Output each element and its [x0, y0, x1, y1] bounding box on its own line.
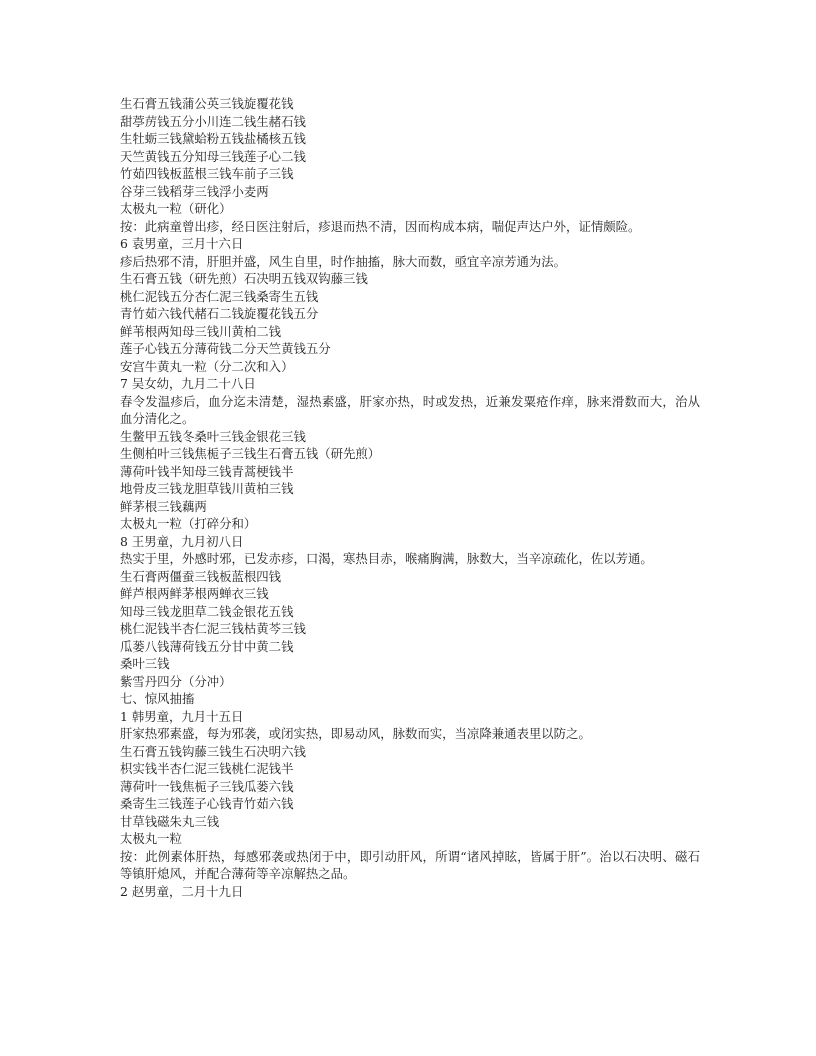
section-title: 七、惊风抽搐	[120, 691, 195, 706]
case-6-header: 6 袁男童，三月十六日	[120, 236, 244, 251]
section-7-case-1-note: 按：此例素体肝热，每感邪袭或热闭于中，即引动肝风，所谓“诸风掉眩，皆属于肝”。治以石决明、磁石等镇肝熄风，并配合薄荷等辛凉解热之品。	[120, 848, 700, 881]
rx-line: 青竹茹六钱代赭石二钱旋覆花钱五分	[120, 306, 319, 321]
case-8-prescription	[120, 568, 700, 691]
section-7-case-2-header: 2 赵男童，二月十九日	[120, 883, 244, 899]
rx-line: 太极丸一粒	[120, 831, 182, 846]
rx-line: 生石膏两僵蚕三钱板蓝根四钱	[120, 568, 282, 584]
rx-line: 太极丸一粒（研化）	[120, 201, 232, 216]
rx-line: 甜葶苈钱五分小川连二钱生赭石钱	[120, 113, 306, 129]
rx-line: 太极丸一粒（打碎分和）	[120, 516, 257, 531]
rx-line: 安宫牛黄丸一粒（分二次和入）	[120, 358, 294, 374]
rx-line: 天竺黄钱五分知母三钱莲子心二钱	[120, 148, 306, 164]
case-7-description: 春令发温疹后，血分迄未清楚，湿热素盛，肝家亦热，时或发热，近兼发粟疮作痒，脉来滑数而大，治从血分清化之。	[120, 393, 700, 426]
rx-line: 枳实钱半杏仁泥三钱桃仁泥钱半	[120, 761, 294, 776]
rx-line: 生侧柏叶三钱焦栀子三钱生石膏五钱（研先煎）	[120, 446, 381, 461]
case-7-prescription	[120, 428, 700, 533]
case-8-description: 热实于里，外感时邪，已发赤疹，口渴，寒热目赤，喉痛胸满，脉数大，当辛凉疏化，佐以芳通。	[120, 551, 653, 566]
case-6-description: 疹后热邪不清，肝胆并盛，风生自里，时作抽搐，脉大而数，亟宜辛凉芳通为法。	[120, 253, 567, 269]
rx-line: 生石膏五钱钩藤三钱生石决明六钱	[120, 743, 306, 759]
rx-line: 桑叶三钱	[120, 656, 170, 671]
case-8-header: 8 王男童，九月初八日	[120, 533, 244, 549]
rx-line: 知母三钱龙胆草二钱金银花五钱	[120, 603, 294, 619]
rx-line: 桃仁泥钱半杏仁泥三钱枯黄芩三钱	[120, 621, 306, 636]
rx-line: 薄荷叶钱半知母三钱青蒿梗钱半	[120, 463, 294, 479]
section-7-case-1-prescription	[120, 743, 700, 848]
rx-line: 桃仁泥钱五分杏仁泥三钱桑寄生五钱	[120, 288, 319, 304]
section-7-case-1-header: 1 韩男童，九月十五日	[120, 708, 244, 724]
rx-line: 紫雪丹四分（分冲）	[120, 673, 232, 689]
case-5-note: 按：此病童曾出疹，经日医注射后，疹退而热不清，因而构成本病，喘促声达户外，证情颇险。	[120, 218, 641, 234]
rx-line: 甘草钱磁朱丸三钱	[120, 813, 220, 829]
rx-line: 生石膏五钱（研先煎）石决明五钱双钩藤三钱	[120, 271, 368, 286]
rx-line: 瓜蒌八钱薄荷钱五分甘中黄二钱	[120, 638, 294, 654]
rx-line: 生牡蛎三钱黛蛤粉五钱盐橘核五钱	[120, 131, 306, 146]
rx-line: 莲子心钱五分薄荷钱二分天竺黄钱五分	[120, 341, 331, 356]
rx-line: 鲜苇根两知母三钱川黄柏二钱	[120, 323, 282, 339]
rx-line: 地骨皮三钱龙胆草钱川黄柏三钱	[120, 481, 294, 496]
document-page	[120, 95, 700, 900]
rx-line: 鲜芦根两鲜茅根两蝉衣三钱	[120, 586, 269, 601]
case-6-prescription	[120, 270, 700, 375]
case-5-prescription	[120, 95, 700, 218]
rx-line: 生鳖甲五钱冬桑叶三钱金银花三钱	[120, 428, 306, 444]
rx-line: 鲜茅根三钱藕两	[120, 498, 207, 514]
rx-line: 谷芽三钱稻芽三钱浮小麦两	[120, 183, 269, 199]
rx-line: 竹茹四钱板蓝根三钱车前子三钱	[120, 166, 294, 181]
rx-line: 桑寄生三钱莲子心钱青竹茹六钱	[120, 796, 294, 811]
rx-line: 薄荷叶一钱焦栀子三钱瓜蒌六钱	[120, 778, 294, 794]
rx-line: 生石膏五钱蒲公英三钱旋覆花钱	[120, 96, 294, 111]
section-7-case-1-description: 肝家热邪素盛，每为邪袭，或闭实热，即易动风，脉数而实，当凉降兼通表里以防之。	[120, 726, 591, 741]
case-7-header: 7 吴女幼，九月二十八日	[120, 376, 256, 391]
